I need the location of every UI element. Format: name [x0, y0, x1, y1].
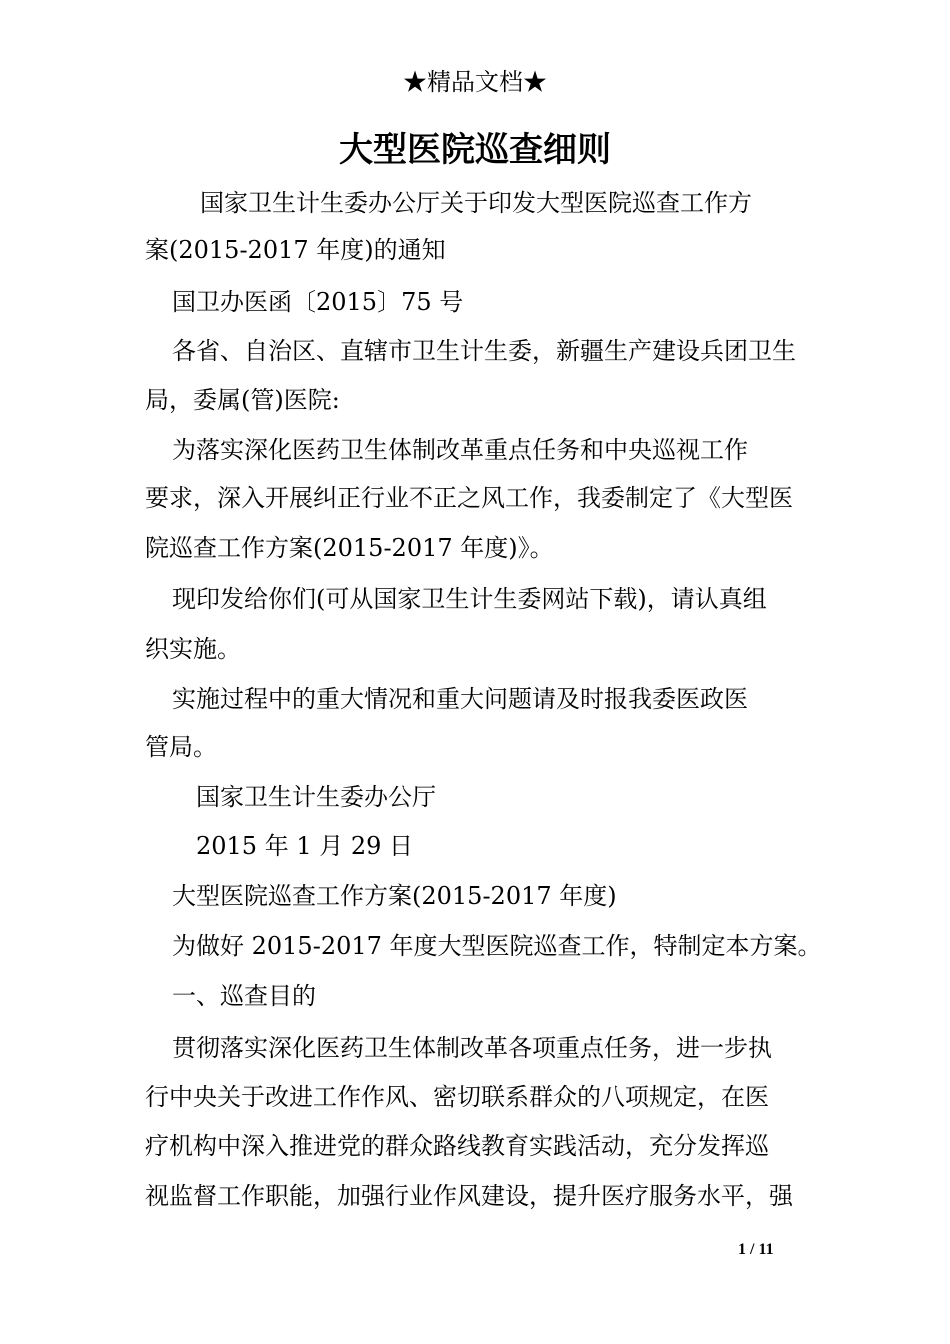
document-title: 大型医院巡查细则: [339, 130, 611, 170]
paragraph-line: 要求，深入开展纠正行业不正之风工作，我委制定了《大型医: [145, 484, 793, 512]
paragraph-line: 为做好 2015-2017 年度大型医院巡查工作，特制定本方案。: [172, 932, 822, 960]
paragraph-line: 管局。: [145, 733, 217, 761]
paragraph-line: 案(2015-2017 年度)的通知: [145, 236, 446, 264]
paragraph-line: 院巡查工作方案(2015-2017 年度)》。: [145, 534, 554, 562]
signature-org: 国家卫生计生委办公厅: [196, 783, 436, 811]
paragraph-line: 实施过程中的重大情况和重大问题请及时报我委医政医: [172, 685, 748, 713]
paragraph-line: 视监督工作职能，加强行业作风建设，提升医疗服务水平，强: [145, 1182, 793, 1210]
signature-date: 2015 年 1 月 29 日: [196, 832, 414, 860]
section-heading: 大型医院巡查工作方案(2015-2017 年度): [172, 882, 617, 910]
paragraph-line: 贯彻落实深化医药卫生体制改革各项重点任务，进一步执: [172, 1034, 772, 1062]
paragraph-line: 行中央关于改进工作作风、密切联系群众的八项规定，在医: [145, 1083, 769, 1111]
paragraph-line: 国卫办医函〔2015〕75 号: [172, 288, 464, 316]
paragraph-line: 各省、自治区、直辖市卫生计生委，新疆生产建设兵团卫生: [172, 337, 796, 365]
paragraph-line: 现印发给你们(可从国家卫生计生委网站下载)，请认真组: [172, 585, 767, 613]
paragraph-line: 局，委属(管)医院:: [145, 386, 340, 414]
section-heading: 一、巡查目的: [172, 982, 316, 1010]
document-header: ★精品文档★: [403, 68, 547, 96]
paragraph-line: 为落实深化医药卫生体制改革重点任务和中央巡视工作: [172, 436, 748, 464]
paragraph-line: 织实施。: [145, 635, 241, 663]
paragraph-line: 国家卫生计生委办公厅关于印发大型医院巡查工作方: [200, 189, 752, 217]
page-number: 1 / 11: [738, 1241, 774, 1258]
paragraph-line: 疗机构中深入推进党的群众路线教育实践活动，充分发挥巡: [145, 1132, 769, 1160]
